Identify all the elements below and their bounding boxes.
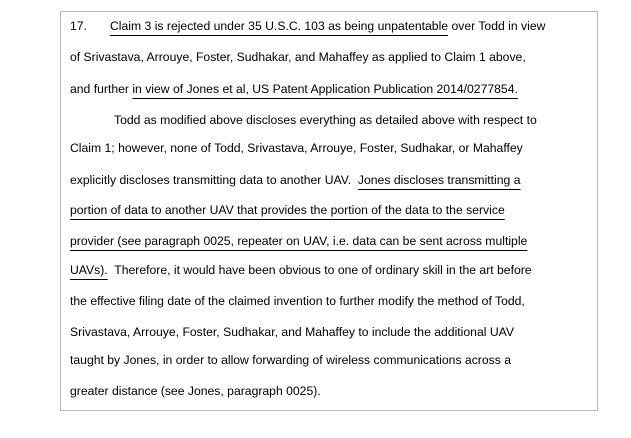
text-segment: greater distance (see Jones, paragraph 0025). xyxy=(70,384,321,398)
underlined-text: in view of Jones et al, US Patent Application Publication 2014/0277854. xyxy=(132,82,518,96)
underlined-text: portion of data to another UAV that provides the portion of the data to the service xyxy=(70,203,505,217)
underlined-text: UAVs). xyxy=(70,263,108,277)
text-segment: Therefore, it would have been obvious to one of ordinary skill in the art before xyxy=(107,263,532,277)
text-segment: the effective filing date of the claimed invention to further modify the method of Todd, xyxy=(70,294,525,308)
text-segment: Claim 1; however, none of Todd, Srivastava, Arrouye, Foster, Sudhakar, or Mahaffey xyxy=(70,141,523,155)
text-segment: taught by Jones, in order to allow forwarding of wireless communications across a xyxy=(70,353,511,367)
text-segment: of Srivastava, Arrouye, Foster, Sudhakar, and Mahaffey as applied to Claim 1 above, xyxy=(70,50,526,64)
text-segment: over Todd in view xyxy=(448,19,546,33)
text-segment: and further xyxy=(70,82,133,96)
underlined-text: Claim 3 is rejected under 35 U.S.C. 103 as being unpatentable xyxy=(110,19,449,33)
text-segment: explicitly discloses transmitting data to another UAV. xyxy=(70,173,358,187)
underlined-text: provider (see paragraph 0025, repeater on UAV, i.e. data can be sent across multiple xyxy=(70,234,528,248)
text-segment: Todd as modified above discloses everything as detailed above with respect to xyxy=(114,113,537,127)
text-segment: Srivastava, Arrouye, Foster, Sudhakar, and Mahaffey to include the additional UAV xyxy=(70,325,514,339)
paragraph-number: 17. xyxy=(70,19,87,33)
underlined-text: Jones discloses transmitting a xyxy=(357,173,521,187)
